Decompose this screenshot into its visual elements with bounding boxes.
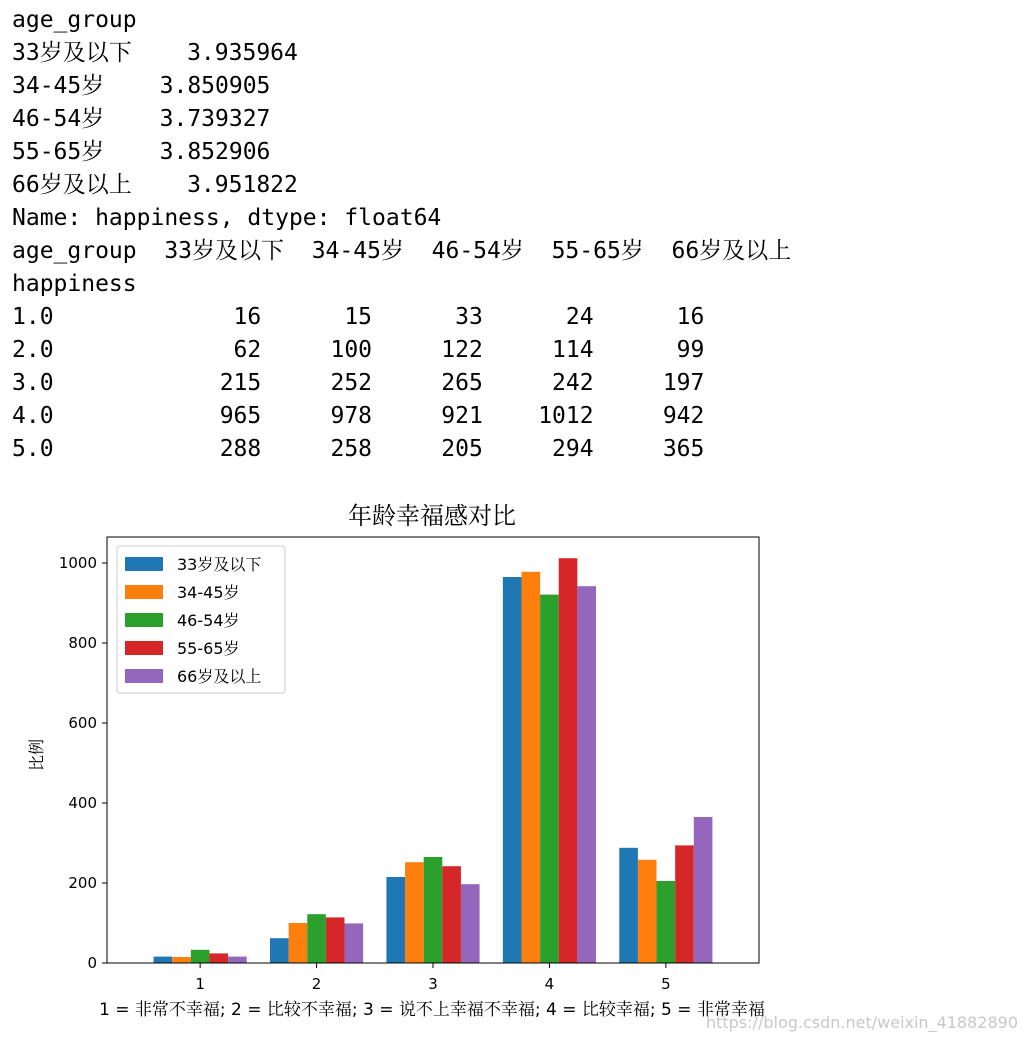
- bar-5-5: [694, 817, 713, 963]
- bar-4-2: [326, 917, 345, 963]
- legend-label: 55-65岁: [177, 639, 240, 658]
- x-axis-label: 1 = 非常不幸福; 2 = 比较不幸福; 3 = 说不上幸福不幸福; 4 = 比较幸福; 5 = 非常幸福: [99, 1000, 765, 1020]
- console-line: 2.0 62 100 122 114 99: [12, 337, 705, 363]
- console-output: [12, 4, 791, 466]
- x-tick-label: 3: [428, 975, 438, 993]
- bar-2-4: [521, 572, 540, 963]
- bar-3-2: [307, 914, 326, 963]
- bar-4-5: [675, 845, 694, 963]
- legend-swatch: [125, 613, 163, 627]
- bar-2-3: [405, 862, 424, 963]
- console-line: happiness: [12, 271, 137, 297]
- console-line: 33岁及以下 3.935964: [12, 40, 298, 66]
- y-tick-label: 400: [68, 794, 97, 812]
- console-line: 1.0 16 15 33 24 16: [12, 304, 705, 330]
- bar-5-3: [461, 884, 480, 963]
- console-line: Name: happiness, dtype: float64: [12, 205, 442, 231]
- bar-1-1: [154, 957, 173, 963]
- chart-title: 年龄幸福感对比: [348, 502, 516, 530]
- bar-3-5: [657, 881, 676, 963]
- bar-2-1: [172, 957, 191, 963]
- console-line: 4.0 965 978 921 1012 942: [12, 403, 705, 429]
- console-line: 5.0 288 258 205 294 365: [12, 436, 705, 462]
- legend-label: 46-54岁: [177, 611, 240, 630]
- y-axis-label: 比例: [27, 738, 46, 772]
- x-tick-label: 2: [311, 975, 322, 993]
- bar-3-4: [540, 595, 559, 963]
- bar-5-2: [345, 923, 364, 963]
- plot-area: [59, 537, 759, 993]
- legend-swatch: [125, 641, 163, 655]
- bar-chart: [0, 490, 1026, 1040]
- y-tick-label: 200: [68, 874, 97, 892]
- bar-3-1: [191, 950, 210, 963]
- bar-4-3: [442, 866, 461, 963]
- bar-4-4: [559, 558, 578, 963]
- x-tick-label: 1: [195, 975, 205, 993]
- legend-label: 66岁及以上: [177, 667, 262, 686]
- console-line: 46-54岁 3.739327: [12, 106, 271, 132]
- legend-swatch: [125, 669, 163, 683]
- x-tick-label: 4: [544, 975, 555, 993]
- console-line: age_group: [12, 7, 137, 33]
- bar-1-3: [386, 877, 405, 963]
- bar-1-4: [503, 577, 522, 963]
- bar-2-2: [289, 923, 308, 963]
- bar-3-3: [424, 857, 443, 963]
- y-tick-label: 0: [87, 954, 97, 972]
- legend-label: 34-45岁: [177, 583, 240, 602]
- bar-2-5: [638, 860, 657, 963]
- y-tick-label: 800: [68, 634, 97, 652]
- watermark: https://blog.csdn.net/weixin_41882890: [705, 1013, 1018, 1032]
- console-line: 34-45岁 3.850905: [12, 73, 271, 99]
- bar-1-5: [619, 848, 638, 963]
- legend-swatch: [125, 557, 163, 571]
- y-tick-label: 1000: [58, 554, 97, 572]
- bar-5-1: [228, 957, 247, 963]
- y-tick-label: 600: [68, 714, 97, 732]
- console-line: 3.0 215 252 265 242 197: [12, 370, 705, 396]
- x-tick-label: 5: [661, 975, 671, 993]
- bar-5-4: [577, 586, 596, 963]
- console-line: 55-65岁 3.852906: [12, 139, 271, 165]
- bar-1-2: [270, 938, 289, 963]
- chart-container: [0, 490, 1026, 1040]
- legend-label: 33岁及以下: [177, 555, 262, 574]
- bar-4-1: [209, 953, 228, 963]
- legend-swatch: [125, 585, 163, 599]
- console-line: age_group 33岁及以下 34-45岁 46-54岁 55-65岁 66岁及以上: [12, 238, 792, 264]
- console-line: 66岁及以上 3.951822: [12, 172, 298, 198]
